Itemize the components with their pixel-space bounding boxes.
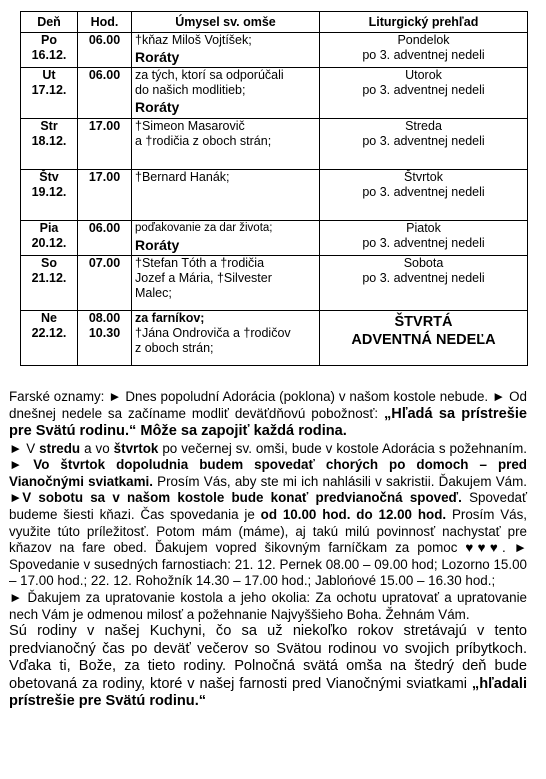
day-name: Po <box>41 33 57 47</box>
intent-line: Malec; <box>135 286 172 300</box>
mass-schedule-table <box>20 11 528 366</box>
mass-time: 17.00 <box>88 170 121 184</box>
day-date: 20.12. <box>31 236 67 250</box>
header-day: Deň <box>21 12 78 33</box>
intent-parishioners: za farníkov; <box>135 311 205 325</box>
intent-cell <box>132 256 320 311</box>
table-row <box>21 119 528 170</box>
liturgy-cell <box>320 33 528 68</box>
day-cell <box>21 256 78 311</box>
notice-paragraph <box>9 623 527 711</box>
hour-cell <box>78 311 132 366</box>
notice-highlight: stredu <box>39 440 81 456</box>
day-name: Pia <box>39 221 59 235</box>
liturgy-cell <box>320 221 528 256</box>
notice-text: Prosím Vás, využite túto príležitosť. Potom mám (máme), aj takú milú povinnosť nachystať pre kňazov na fare obed. Ďakujem vopred šikovným farníčkam za pomoc ♥♥♥. ► Spovedanie v susedných farnostiach: 21. 12. Pernek 08.00 – 09.00 hod; Lozorno 15.00 – 17.00 hod.; 22. 12. Rohožník 14.30 – 17.00 hod.; Jablońové 15.00 – 16.30 hod.; <box>9 506 527 589</box>
intent-line: †Jána Ondroviča a †rodičov <box>135 326 291 340</box>
day-cell <box>21 311 78 366</box>
day-date: 18.12. <box>31 134 67 148</box>
liturgy-week: po 3. adventnej nedeli <box>362 83 485 97</box>
intent-line: poďakovanie za dar života; <box>135 222 273 234</box>
day-cell <box>21 68 78 119</box>
hour-cell <box>78 33 132 68</box>
liturgy-week: po 3. adventnej nedeli <box>362 48 485 62</box>
liturgy-day: Streda <box>405 119 442 133</box>
liturgy-cell <box>320 256 528 311</box>
intent-line: †kňaz Miloš Vojtíšek; <box>135 33 252 47</box>
intent-cell <box>132 311 320 366</box>
parish-announcements <box>9 389 527 711</box>
liturgy-day: Utorok <box>405 68 442 82</box>
intent-line: za tých, ktorí sa odporúčali <box>135 68 284 82</box>
intent-rorate: Roráty <box>135 99 180 115</box>
header-liturgy: Liturgický prehľad <box>320 12 528 33</box>
intent-line: do našich modlitieb; <box>135 83 246 97</box>
day-cell <box>21 170 78 221</box>
notice-text: a vo <box>80 440 114 456</box>
liturgy-sunday: ADVENTNÁ NEDEĽA <box>351 332 496 348</box>
intent-line: Jozef a Mária, †Silvester <box>135 271 272 285</box>
liturgy-cell <box>320 311 528 366</box>
intent-line: †Simeon Masarovič <box>135 119 245 133</box>
table-row <box>21 170 528 221</box>
notice-highlight: ►V sobotu sa v našom kostole bude konať predvianočná spoveď. <box>9 490 462 506</box>
liturgy-day: Piatok <box>406 221 441 235</box>
mass-time: 10.30 <box>88 326 121 340</box>
notice-paragraph <box>9 389 527 441</box>
hour-cell <box>78 221 132 256</box>
table-row <box>21 33 528 68</box>
intent-cell <box>132 119 320 170</box>
day-name: Ne <box>41 311 57 325</box>
mass-time: 08.00 <box>88 311 121 325</box>
table-row <box>21 221 528 256</box>
header-intent: Úmysel sv. omše <box>132 12 320 33</box>
day-date: 17.12. <box>31 83 67 97</box>
hour-cell <box>78 119 132 170</box>
notice-text: Prosím Vás, aby ste mi ich nahlásili v sakristii. Ďakujem Vám. <box>152 473 527 489</box>
table-row <box>21 311 528 366</box>
day-cell <box>21 33 78 68</box>
mass-time: 06.00 <box>88 68 121 82</box>
day-name: Str <box>40 119 58 133</box>
intent-line: †Bernard Hanák; <box>135 170 230 184</box>
notice-highlight: štvrtok <box>113 440 159 456</box>
liturgy-week: po 3. adventnej nedeli <box>362 271 485 285</box>
liturgy-week: po 3. adventnej nedeli <box>362 185 485 199</box>
hour-cell <box>78 256 132 311</box>
notice-text: Sú rodiny v našej Kuchyni, čo sa už niekoľko rokov stretávajú v tento predvianočný čas po deväť večerov so Svätou rodinou vo svojich príbytkoch. Vďaka ti, Bože, za tieto rodiny. Polnočná svätá omša na štedrý deň bude obetovaná za rodiny, ktoré v našej farnosti pred Vianočnými sviatkami <box>9 623 527 692</box>
intent-line: a †rodičia z oboch strán; <box>135 134 272 148</box>
notice-paragraph <box>9 441 527 590</box>
table-header-row <box>21 12 528 33</box>
day-name: Ut <box>42 68 56 82</box>
intent-line: †Stefan Tóth a †rodičia <box>135 256 265 270</box>
notice-text: Spovedať budeme šiesti kňazi. Čas spovedania je <box>9 490 527 522</box>
mass-time: 17.00 <box>88 119 121 133</box>
liturgy-cell <box>320 170 528 221</box>
hour-cell <box>78 68 132 119</box>
liturgy-sunday: ŠTVRTÁ <box>394 314 453 330</box>
mass-time: 07.00 <box>88 256 121 270</box>
header-hour: Hod. <box>78 12 132 33</box>
intent-cell <box>132 33 320 68</box>
notice-text: Farské oznamy: ► Dnes popoludní Adorácia (poklona) v našom kostole nebude. ► Od dnešnej nedele sa začíname modliť deväťdňovú pobožnosť: <box>9 389 527 421</box>
intent-cell <box>132 221 320 256</box>
liturgy-cell <box>320 119 528 170</box>
day-name: So <box>41 256 57 270</box>
day-date: 19.12. <box>31 185 67 199</box>
liturgy-day: Štvrtok <box>404 170 443 184</box>
intent-line: z oboch strán; <box>135 341 214 355</box>
liturgy-week: po 3. adventnej nedeli <box>362 236 485 250</box>
day-name: Štv <box>39 170 59 184</box>
intent-rorate: Roráty <box>135 237 180 253</box>
notice-highlight: „Hľadá sa prístrešie pre Svätú rodinu.“ Môže sa zapojiť každá rodina. <box>9 405 527 440</box>
day-date: 16.12. <box>31 48 67 62</box>
mass-time: 06.00 <box>88 33 121 47</box>
notice-highlight: od 10.00 hod. do 12.00 hod. <box>260 506 447 522</box>
notice-paragraph: ► Ďakujem za upratovanie kostola a jeho okolia: Za ochotu upratovať a upratovanie nech Vám je odmenou milosť a požehnanie Najvyššieho Boha. Žehnám Vám. <box>9 589 527 622</box>
intent-cell <box>132 68 320 119</box>
liturgy-day: Pondelok <box>397 33 450 47</box>
intent-rorate: Roráty <box>135 49 180 65</box>
notice-text: po večernej sv. omši, bude v kostole Adorácia s požehnaním. <box>158 440 527 456</box>
hour-cell <box>78 170 132 221</box>
liturgy-week: po 3. adventnej nedeli <box>362 134 485 148</box>
mass-time: 06.00 <box>88 221 121 235</box>
day-date: 22.12. <box>31 326 67 340</box>
liturgy-day: Sobota <box>403 256 444 270</box>
notice-highlight: ► Vo štvrtok dopoludnia budem spovedať chorých po domoch – pred Vianočnými sviatkami. <box>9 457 527 489</box>
day-cell <box>21 221 78 256</box>
table-row <box>21 68 528 119</box>
intent-cell <box>132 170 320 221</box>
day-date: 21.12. <box>31 271 67 285</box>
liturgy-cell <box>320 68 528 119</box>
notice-text: ► V <box>9 440 40 456</box>
table-row <box>21 256 528 311</box>
notice-highlight: „hľadali prístrešie pre Svätú rodinu.“ <box>9 675 527 710</box>
day-cell <box>21 119 78 170</box>
